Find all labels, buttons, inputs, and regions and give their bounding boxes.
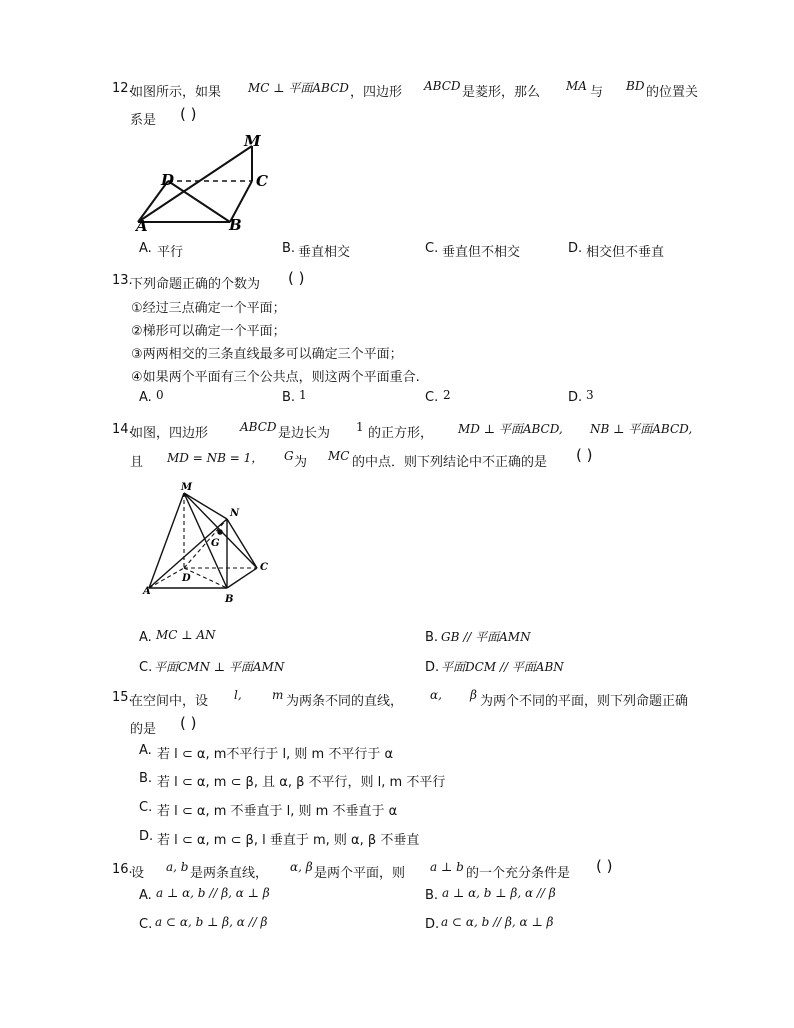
label-D: D (161, 171, 175, 189)
edge-NC (227, 519, 257, 568)
q12-option-b-key: B. (282, 241, 296, 256)
q16-option-b-key: B. (425, 888, 439, 903)
q12-answer-paren: ( ) (180, 105, 197, 123)
label-M: M (244, 132, 261, 150)
q16-option-d-text: a ⊂ α, b // β, α ⊥ β (441, 915, 554, 929)
label-B: B (229, 216, 242, 233)
q16-math-2: α, β (290, 860, 313, 874)
q12-text-3: 是菱形，那么 (462, 85, 541, 100)
q13-answer-paren: ( ) (288, 269, 305, 287)
q13-option-d-text: 3 (586, 388, 594, 402)
q15-option-a-key: A. (139, 743, 152, 758)
q14-option-a-key: A. (139, 630, 152, 645)
label-M: M (181, 482, 193, 493)
q15-number: 15. (112, 690, 133, 705)
q16-option-c-key: C. (139, 917, 153, 932)
label-G: G (211, 538, 220, 549)
q16-option-a-text: a ⊥ α, b // β, α ⊥ β (156, 886, 270, 900)
q12-number: 12. (112, 81, 133, 96)
q14-option-c-text: 平面CMN ⊥ 平面AMN (154, 660, 285, 674)
q13-option-d-key: D. (568, 390, 583, 405)
label-A: A (136, 217, 148, 233)
q15-text-3: 为两个不同的平面，则下列命题正确 (480, 694, 689, 709)
q16-option-c-text: a ⊂ α, b ⊥ β, α // β (155, 915, 268, 929)
q15-option-a-text: 若 l ⊂ α, m不平行于 l, 则 m 不平行于 α (157, 747, 394, 762)
edge-DB (168, 181, 230, 222)
q12-text-5: 的位置关 (646, 85, 699, 100)
label-C: C (256, 172, 268, 190)
q15-option-d-text: 若 l ⊂ α, m ⊂ β, l 垂直于 m, 则 α, β 不垂直 (157, 833, 420, 848)
q14-math-6: G (284, 449, 294, 463)
square-pyramid-figure (140, 478, 275, 608)
q13-option-a-key: A. (139, 390, 152, 405)
q12-option-d-key: D. (568, 241, 583, 256)
rhombus-figure (130, 128, 280, 233)
edge-BC (227, 568, 257, 588)
q15-option-d-key: D. (139, 829, 154, 844)
q16-option-b-text: a ⊥ α, b ⊥ β, α // β (442, 886, 556, 900)
edge-AD-dashed (149, 568, 184, 588)
q16-number: 16. (112, 862, 133, 877)
q12-option-a-text: 平行 (157, 245, 184, 260)
q16-text-2: 是两条直线， (190, 866, 269, 881)
q15-math-1: l, (234, 688, 242, 702)
q13-stem: 下列命题正确的个数为 (130, 277, 261, 292)
q14-text-line2b: 为 (294, 455, 308, 470)
q14-math-4: NB ⊥ 平面ABCD, (590, 422, 693, 436)
q16-text-4: 的一个充分条件是 (466, 866, 571, 881)
q14-text-2: 是边长为 (278, 426, 331, 441)
q14-math-5: MD = NB = 1， (167, 451, 264, 465)
edge-AM (138, 146, 252, 222)
q15-math-2: m (272, 688, 284, 702)
q12-math-2: ABCD (424, 79, 461, 93)
q12-option-c-text: 垂直但不相交 (442, 245, 521, 260)
q13-item-3: ③两两相交的三条直线最多可以确定三个平面； (131, 347, 403, 362)
q12-text-4: 与 (590, 85, 604, 100)
q13-option-b-key: B. (282, 390, 296, 405)
q16-option-a-key: A. (139, 888, 152, 903)
label-N: N (230, 508, 240, 519)
q15-text-1: 在空间中，设 (130, 694, 209, 709)
q14-math-1: ABCD (240, 420, 277, 434)
q13-item-2: ②梯形可以确定一个平面； (131, 324, 286, 339)
q15-option-c-key: C. (139, 800, 153, 815)
q16-option-d-key: D. (425, 917, 440, 932)
q12-text-1: 如图所示，如果 (130, 85, 222, 100)
q14-option-a-text: MC ⊥ AN (156, 628, 216, 642)
q12-option-a-key: A. (139, 241, 152, 256)
q14-text-3: 的正方形， (368, 426, 434, 441)
q16-math-3: a ⊥ b (430, 860, 464, 874)
q15-option-b-key: B. (139, 771, 153, 786)
q16-answer-paren: ( ) (596, 857, 613, 875)
label-C: C (260, 562, 268, 573)
q15-option-c-text: 若 l ⊂ α, m 不垂直于 l, 则 m 不垂直于 α (157, 804, 398, 819)
q12-math-1: MC ⊥ 平面ABCD (248, 81, 349, 95)
q14-math-7: MC (328, 449, 350, 463)
q16-text-3: 是两个平面，则 (314, 866, 406, 881)
q12-option-d-text: 相交但不垂直 (586, 245, 665, 260)
q15-answer-paren: ( ) (180, 714, 197, 732)
edge-DN-dashed (184, 519, 227, 568)
label-D: D (182, 573, 191, 584)
label-B: B (225, 594, 234, 605)
q13-item-1: ①经过三点确定一个平面； (131, 301, 286, 316)
q14-option-c-key: C. (139, 660, 153, 675)
q13-option-c-text: 2 (443, 388, 451, 402)
q14-math-2: 1 (356, 420, 364, 434)
q15-text-2: 为两条不同的直线， (286, 694, 404, 709)
q12-math-3: MA (566, 79, 587, 93)
q12-text-2: ，四边形 (350, 85, 403, 100)
q14-text-1: 如图，四边形 (130, 426, 209, 441)
q14-option-b-key: B. (425, 630, 439, 645)
q14-number: 14. (112, 422, 133, 437)
q14-answer-paren: ( ) (576, 446, 593, 464)
q14-option-d-text: 平面DCM // 平面ABN (441, 660, 564, 674)
q13-option-c-key: C. (425, 390, 439, 405)
q14-option-d-key: D. (425, 660, 440, 675)
q14-text-line2a: 且 (130, 455, 144, 470)
q16-text-1: 设 (131, 866, 145, 881)
q13-option-b-text: 1 (299, 388, 307, 402)
q14-math-3: MD ⊥ 平面ABCD, (458, 422, 563, 436)
q16-math-1: a, b (166, 860, 189, 874)
q13-option-a-text: 0 (156, 388, 164, 402)
edge-AM (149, 493, 184, 588)
q13-number: 13. (112, 273, 133, 288)
point-G (217, 529, 223, 535)
q12-math-4: BD (626, 79, 645, 93)
q12-option-b-text: 垂直相交 (298, 245, 351, 260)
q15-option-b-text: 若 l ⊂ α, m ⊂ β, 且 α, β 不平行，则 l, m 不平行 (157, 775, 446, 790)
q14-option-b-text: GB // 平面AMN (441, 630, 531, 644)
label-A: A (143, 586, 151, 597)
q12-text-line2: 系是 (130, 113, 157, 128)
q14-text-line2c: 的中点．则下列结论中不正确的是 (352, 455, 548, 470)
q15-math-3: α, (430, 688, 442, 702)
q15-text-line2: 的是 (130, 722, 157, 737)
q12-option-c-key: C. (425, 241, 439, 256)
q15-math-4: β (470, 688, 477, 702)
q13-item-4: ④如果两个平面有三个公共点，则这两个平面重合. (131, 370, 420, 385)
